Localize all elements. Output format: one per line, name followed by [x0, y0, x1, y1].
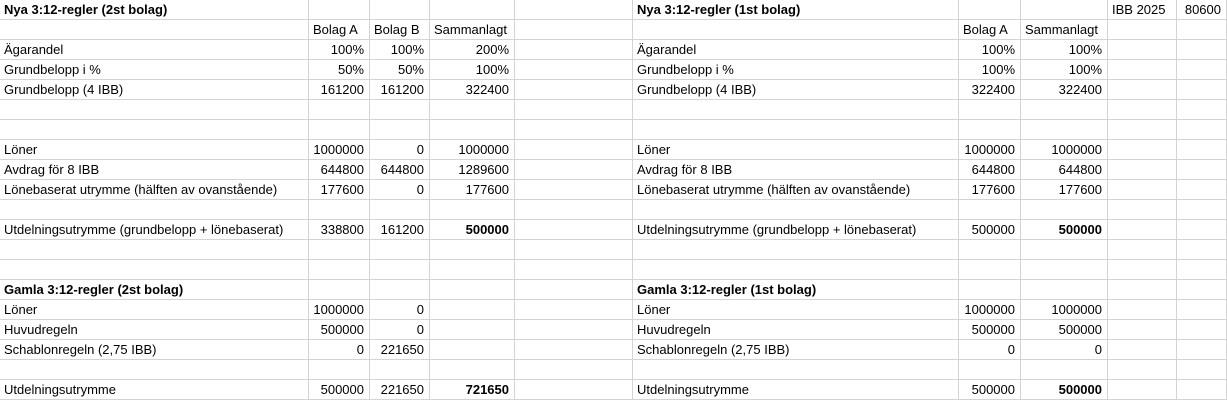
cell-F3[interactable]: Ägarandel	[633, 40, 959, 60]
cell-J15[interactable]	[1177, 280, 1227, 300]
cell-F9[interactable]: Avdrag för 8 IBB	[633, 160, 959, 180]
left-col-header-bolag-a[interactable]: Bolag A	[309, 20, 370, 40]
cell-B5[interactable]: 161200	[309, 80, 370, 100]
cell-J11[interactable]	[1177, 200, 1227, 220]
cell-F7[interactable]	[633, 120, 959, 140]
cell-G10[interactable]: 177600	[959, 180, 1021, 200]
left-total-gamla[interactable]: 721650	[430, 380, 515, 400]
cell-B9[interactable]: 644800	[309, 160, 370, 180]
cell-D14[interactable]	[430, 260, 515, 280]
cell-I8[interactable]	[1108, 140, 1177, 160]
cell-A5[interactable]: Grundbelopp (4 IBB)	[0, 80, 309, 100]
cell-H11[interactable]	[1021, 200, 1108, 220]
cell-B7[interactable]	[309, 120, 370, 140]
cell-D7[interactable]	[430, 120, 515, 140]
cell-C15[interactable]	[370, 280, 430, 300]
left-col-header-sammanlagt[interactable]: Sammanlagt	[430, 20, 515, 40]
cell-I4[interactable]	[1108, 60, 1177, 80]
cell-H14[interactable]	[1021, 260, 1108, 280]
cell-F8[interactable]: Löner	[633, 140, 959, 160]
cell-C8[interactable]: 0	[370, 140, 430, 160]
left-col-header-bolag-b[interactable]: Bolag B	[370, 20, 430, 40]
cell-A14[interactable]	[0, 260, 309, 280]
cell-F2[interactable]	[633, 20, 959, 40]
cell-H19[interactable]	[1021, 360, 1108, 380]
cell-G6[interactable]	[959, 100, 1021, 120]
cell-I18[interactable]	[1108, 340, 1177, 360]
cell-G5[interactable]: 322400	[959, 80, 1021, 100]
right-col-header-sammanlagt[interactable]: Sammanlagt	[1021, 20, 1108, 40]
cell-C4[interactable]: 50%	[370, 60, 430, 80]
cell-G20[interactable]: 500000	[959, 380, 1021, 400]
cell-B6[interactable]	[309, 100, 370, 120]
cell-A13[interactable]	[0, 240, 309, 260]
cell-F4[interactable]: Grundbelopp i %	[633, 60, 959, 80]
cell-G9[interactable]: 644800	[959, 160, 1021, 180]
cell-E2[interactable]	[515, 20, 633, 40]
cell-A18[interactable]: Schablonregeln (2,75 IBB)	[0, 340, 309, 360]
cell-I9[interactable]	[1108, 160, 1177, 180]
cell-C17[interactable]: 0	[370, 320, 430, 340]
cell-A11[interactable]	[0, 200, 309, 220]
cell-B13[interactable]	[309, 240, 370, 260]
cell-I19[interactable]	[1108, 360, 1177, 380]
cell-A10[interactable]: Lönebaserat utrymme (hälften av ovanstående)	[0, 180, 309, 200]
left-total-nya[interactable]: 500000	[430, 220, 515, 240]
cell-F13[interactable]	[633, 240, 959, 260]
cell-J6[interactable]	[1177, 100, 1227, 120]
cell-I12[interactable]	[1108, 220, 1177, 240]
cell-E18[interactable]	[515, 340, 633, 360]
cell-A7[interactable]	[0, 120, 309, 140]
cell-C6[interactable]	[370, 100, 430, 120]
cell-D15[interactable]	[430, 280, 515, 300]
cell-H3[interactable]: 100%	[1021, 40, 1108, 60]
cell-E6[interactable]	[515, 100, 633, 120]
cell-J17[interactable]	[1177, 320, 1227, 340]
left-gamla-title[interactable]: Gamla 3:12-regler (2st bolag)	[0, 280, 309, 300]
cell-H10[interactable]: 177600	[1021, 180, 1108, 200]
cell-B20[interactable]: 500000	[309, 380, 370, 400]
right-gamla-title[interactable]: Gamla 3:12-regler (1st bolag)	[633, 280, 959, 300]
cell-D6[interactable]	[430, 100, 515, 120]
cell-J5[interactable]	[1177, 80, 1227, 100]
cell-J16[interactable]	[1177, 300, 1227, 320]
right-table-title[interactable]: Nya 3:12-regler (1st bolag)	[633, 0, 959, 20]
cell-E10[interactable]	[515, 180, 633, 200]
cell-G15[interactable]	[959, 280, 1021, 300]
cell-C14[interactable]	[370, 260, 430, 280]
cell-D18[interactable]	[430, 340, 515, 360]
cell-F16[interactable]: Löner	[633, 300, 959, 320]
cell-B18[interactable]: 0	[309, 340, 370, 360]
cell-J3[interactable]	[1177, 40, 1227, 60]
cell-J4[interactable]	[1177, 60, 1227, 80]
cell-I16[interactable]	[1108, 300, 1177, 320]
cell-B15[interactable]	[309, 280, 370, 300]
cell-A6[interactable]	[0, 100, 309, 120]
cell-A19[interactable]	[0, 360, 309, 380]
cell-I10[interactable]	[1108, 180, 1177, 200]
cell-J8[interactable]	[1177, 140, 1227, 160]
cell-D10[interactable]: 177600	[430, 180, 515, 200]
cell-F14[interactable]	[633, 260, 959, 280]
cell-J18[interactable]	[1177, 340, 1227, 360]
cell-D3[interactable]: 200%	[430, 40, 515, 60]
cell-C16[interactable]: 0	[370, 300, 430, 320]
cell-H6[interactable]	[1021, 100, 1108, 120]
cell-E4[interactable]	[515, 60, 633, 80]
cell-G4[interactable]: 100%	[959, 60, 1021, 80]
cell-F10[interactable]: Lönebaserat utrymme (hälften av ovanstående)	[633, 180, 959, 200]
right-total-gamla[interactable]: 500000	[1021, 380, 1108, 400]
cell-I13[interactable]	[1108, 240, 1177, 260]
cell-H5[interactable]: 322400	[1021, 80, 1108, 100]
cell-G11[interactable]	[959, 200, 1021, 220]
cell-E1[interactable]	[515, 0, 633, 20]
cell-E5[interactable]	[515, 80, 633, 100]
cell-C7[interactable]	[370, 120, 430, 140]
cell-H16[interactable]: 1000000	[1021, 300, 1108, 320]
cell-B16[interactable]: 1000000	[309, 300, 370, 320]
cell-J19[interactable]	[1177, 360, 1227, 380]
cell-D8[interactable]: 1000000	[430, 140, 515, 160]
cell-I7[interactable]	[1108, 120, 1177, 140]
cell-G19[interactable]	[959, 360, 1021, 380]
cell-D9[interactable]: 1289600	[430, 160, 515, 180]
cell-D19[interactable]	[430, 360, 515, 380]
cell-J13[interactable]	[1177, 240, 1227, 260]
cell-D16[interactable]	[430, 300, 515, 320]
cell-B3[interactable]: 100%	[309, 40, 370, 60]
cell-E19[interactable]	[515, 360, 633, 380]
cell-E13[interactable]	[515, 240, 633, 260]
cell-E15[interactable]	[515, 280, 633, 300]
cell-H8[interactable]: 1000000	[1021, 140, 1108, 160]
cell-A16[interactable]: Löner	[0, 300, 309, 320]
cell-E14[interactable]	[515, 260, 633, 280]
cell-D4[interactable]: 100%	[430, 60, 515, 80]
cell-D1[interactable]	[430, 0, 515, 20]
cell-E20[interactable]	[515, 380, 633, 400]
cell-C10[interactable]: 0	[370, 180, 430, 200]
cell-I5[interactable]	[1108, 80, 1177, 100]
cell-G14[interactable]	[959, 260, 1021, 280]
cell-B14[interactable]	[309, 260, 370, 280]
cell-B12[interactable]: 338800	[309, 220, 370, 240]
cell-I3[interactable]	[1108, 40, 1177, 60]
cell-J9[interactable]	[1177, 160, 1227, 180]
cell-A12[interactable]: Utdelningsutrymme (grundbelopp + lönebaserat)	[0, 220, 309, 240]
cell-C9[interactable]: 644800	[370, 160, 430, 180]
cell-A20[interactable]: Utdelningsutrymme	[0, 380, 309, 400]
cell-C5[interactable]: 161200	[370, 80, 430, 100]
cell-G18[interactable]: 0	[959, 340, 1021, 360]
cell-I14[interactable]	[1108, 260, 1177, 280]
cell-B1[interactable]	[309, 0, 370, 20]
cell-D5[interactable]: 322400	[430, 80, 515, 100]
cell-B11[interactable]	[309, 200, 370, 220]
cell-C11[interactable]	[370, 200, 430, 220]
cell-B19[interactable]	[309, 360, 370, 380]
cell-E8[interactable]	[515, 140, 633, 160]
cell-G16[interactable]: 1000000	[959, 300, 1021, 320]
cell-J20[interactable]	[1177, 380, 1227, 400]
cell-C18[interactable]: 221650	[370, 340, 430, 360]
cell-A3[interactable]: Ägarandel	[0, 40, 309, 60]
cell-J7[interactable]	[1177, 120, 1227, 140]
cell-A17[interactable]: Huvudregeln	[0, 320, 309, 340]
left-table-title[interactable]: Nya 3:12-regler (2st bolag)	[0, 0, 309, 20]
cell-D11[interactable]	[430, 200, 515, 220]
cell-B4[interactable]: 50%	[309, 60, 370, 80]
cell-J10[interactable]	[1177, 180, 1227, 200]
cell-G1[interactable]	[959, 0, 1021, 20]
cell-B17[interactable]: 500000	[309, 320, 370, 340]
cell-F11[interactable]	[633, 200, 959, 220]
cell-C3[interactable]: 100%	[370, 40, 430, 60]
cell-E12[interactable]	[515, 220, 633, 240]
cell-H13[interactable]	[1021, 240, 1108, 260]
cell-G12[interactable]: 500000	[959, 220, 1021, 240]
cell-H7[interactable]	[1021, 120, 1108, 140]
cell-G8[interactable]: 1000000	[959, 140, 1021, 160]
cell-C13[interactable]	[370, 240, 430, 260]
right-total-nya[interactable]: 500000	[1021, 220, 1108, 240]
ibb-value[interactable]: 80600	[1177, 0, 1227, 20]
cell-H17[interactable]: 500000	[1021, 320, 1108, 340]
cell-I11[interactable]	[1108, 200, 1177, 220]
cell-E17[interactable]	[515, 320, 633, 340]
cell-G3[interactable]: 100%	[959, 40, 1021, 60]
cell-I17[interactable]	[1108, 320, 1177, 340]
cell-I15[interactable]	[1108, 280, 1177, 300]
cell-F5[interactable]: Grundbelopp (4 IBB)	[633, 80, 959, 100]
cell-C19[interactable]	[370, 360, 430, 380]
cell-J14[interactable]	[1177, 260, 1227, 280]
cell-E16[interactable]	[515, 300, 633, 320]
cell-I20[interactable]	[1108, 380, 1177, 400]
cell-A4[interactable]: Grundbelopp i %	[0, 60, 309, 80]
cell-D13[interactable]	[430, 240, 515, 260]
ibb-year-label[interactable]: IBB 2025	[1108, 0, 1177, 20]
cell-B8[interactable]: 1000000	[309, 140, 370, 160]
cell-H9[interactable]: 644800	[1021, 160, 1108, 180]
cell-I6[interactable]	[1108, 100, 1177, 120]
cell-C1[interactable]	[370, 0, 430, 20]
cell-D17[interactable]	[430, 320, 515, 340]
cell-C12[interactable]: 161200	[370, 220, 430, 240]
cell-B10[interactable]: 177600	[309, 180, 370, 200]
cell-C20[interactable]: 221650	[370, 380, 430, 400]
cell-G13[interactable]	[959, 240, 1021, 260]
cell-F6[interactable]	[633, 100, 959, 120]
cell-H18[interactable]: 0	[1021, 340, 1108, 360]
cell-G7[interactable]	[959, 120, 1021, 140]
cell-F17[interactable]: Huvudregeln	[633, 320, 959, 340]
cell-E3[interactable]	[515, 40, 633, 60]
cell-A2[interactable]	[0, 20, 309, 40]
right-col-header-bolag-a[interactable]: Bolag A	[959, 20, 1021, 40]
cell-F19[interactable]	[633, 360, 959, 380]
cell-F20[interactable]: Utdelningsutrymme	[633, 380, 959, 400]
cell-E7[interactable]	[515, 120, 633, 140]
cell-I2[interactable]	[1108, 20, 1177, 40]
cell-A9[interactable]: Avdrag för 8 IBB	[0, 160, 309, 180]
cell-J2[interactable]	[1177, 20, 1227, 40]
cell-A8[interactable]: Löner	[0, 140, 309, 160]
cell-E9[interactable]	[515, 160, 633, 180]
cell-E11[interactable]	[515, 200, 633, 220]
cell-F12[interactable]: Utdelningsutrymme (grundbelopp + lönebaserat)	[633, 220, 959, 240]
cell-F18[interactable]: Schablonregeln (2,75 IBB)	[633, 340, 959, 360]
cell-H1[interactable]	[1021, 0, 1108, 20]
cell-H4[interactable]: 100%	[1021, 60, 1108, 80]
cell-G17[interactable]: 500000	[959, 320, 1021, 340]
cell-J12[interactable]	[1177, 220, 1227, 240]
cell-H15[interactable]	[1021, 280, 1108, 300]
